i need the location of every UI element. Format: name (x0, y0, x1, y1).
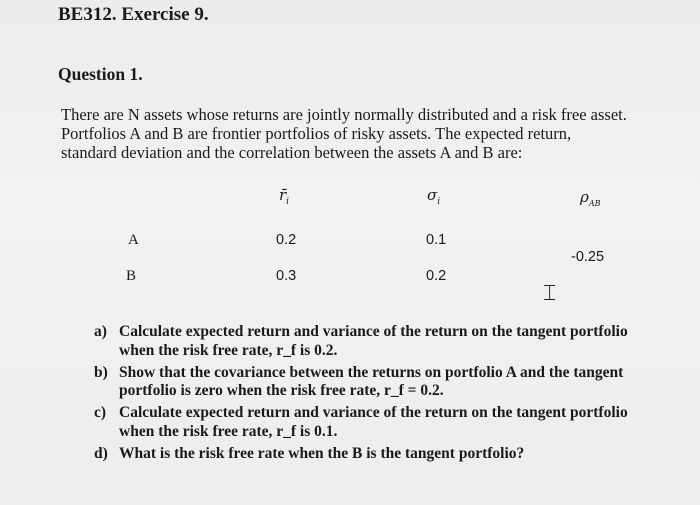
intro-line: There are N assets whose returns are jointly normally distributed and a risk free asset. (61, 105, 627, 124)
header-std-dev: $\sigma_i$ (427, 186, 441, 207)
question-text-continued: when the risk free rate, r_f is 0.2. (119, 341, 338, 359)
question-text: Show that the covariance between the returns on portfolio A and the tangent (119, 363, 624, 381)
question-letter: b) (94, 363, 108, 381)
question-letter: d) (94, 444, 108, 462)
question-text: What is the risk free rate when the B is the tangent portfolio? (119, 444, 525, 462)
question-heading: Question 1. (58, 64, 143, 84)
question-letter: c) (94, 404, 107, 422)
intro-paragraph (61, 105, 627, 162)
question-list (94, 323, 628, 464)
return-a: 0.2 (276, 232, 297, 248)
header-expected-return: $r̄_i$ (279, 186, 290, 207)
question-text-continued: portfolio is zero when the risk free rate, r_f = 0.2. (119, 382, 444, 400)
question-item (94, 445, 628, 464)
correlation-value: -0.25 (571, 249, 605, 265)
question-item (94, 364, 628, 383)
intro-line: Portfolios A and B are frontier portfolios of risky assets. The expected return, (61, 124, 572, 143)
intro-line: standard deviation and the correlation between the assets A and B are: (61, 143, 523, 162)
return-b: 0.3 (276, 268, 297, 284)
asset-label-b: B (126, 268, 137, 284)
asset-label-a: A (128, 232, 139, 248)
question-text: Calculate expected return and variance of the return on the tangent portfolio (119, 323, 628, 340)
std-dev-b: 0.2 (426, 268, 447, 284)
header-correlation: $\rho_{AB}$ (580, 188, 601, 208)
exercise-title: BE312. Exercise 9. (58, 4, 209, 25)
question-text: Calculate expected return and variance of the return on the tangent portfolio (119, 404, 628, 422)
question-item (94, 404, 628, 423)
std-dev-a: 0.1 (426, 232, 447, 248)
question-letter: a) (94, 323, 107, 340)
question-item (94, 323, 628, 342)
text-cursor-icon: ⌶ (543, 281, 557, 306)
question-text-continued: when the risk free rate, r_f is 0.1. (119, 422, 338, 440)
